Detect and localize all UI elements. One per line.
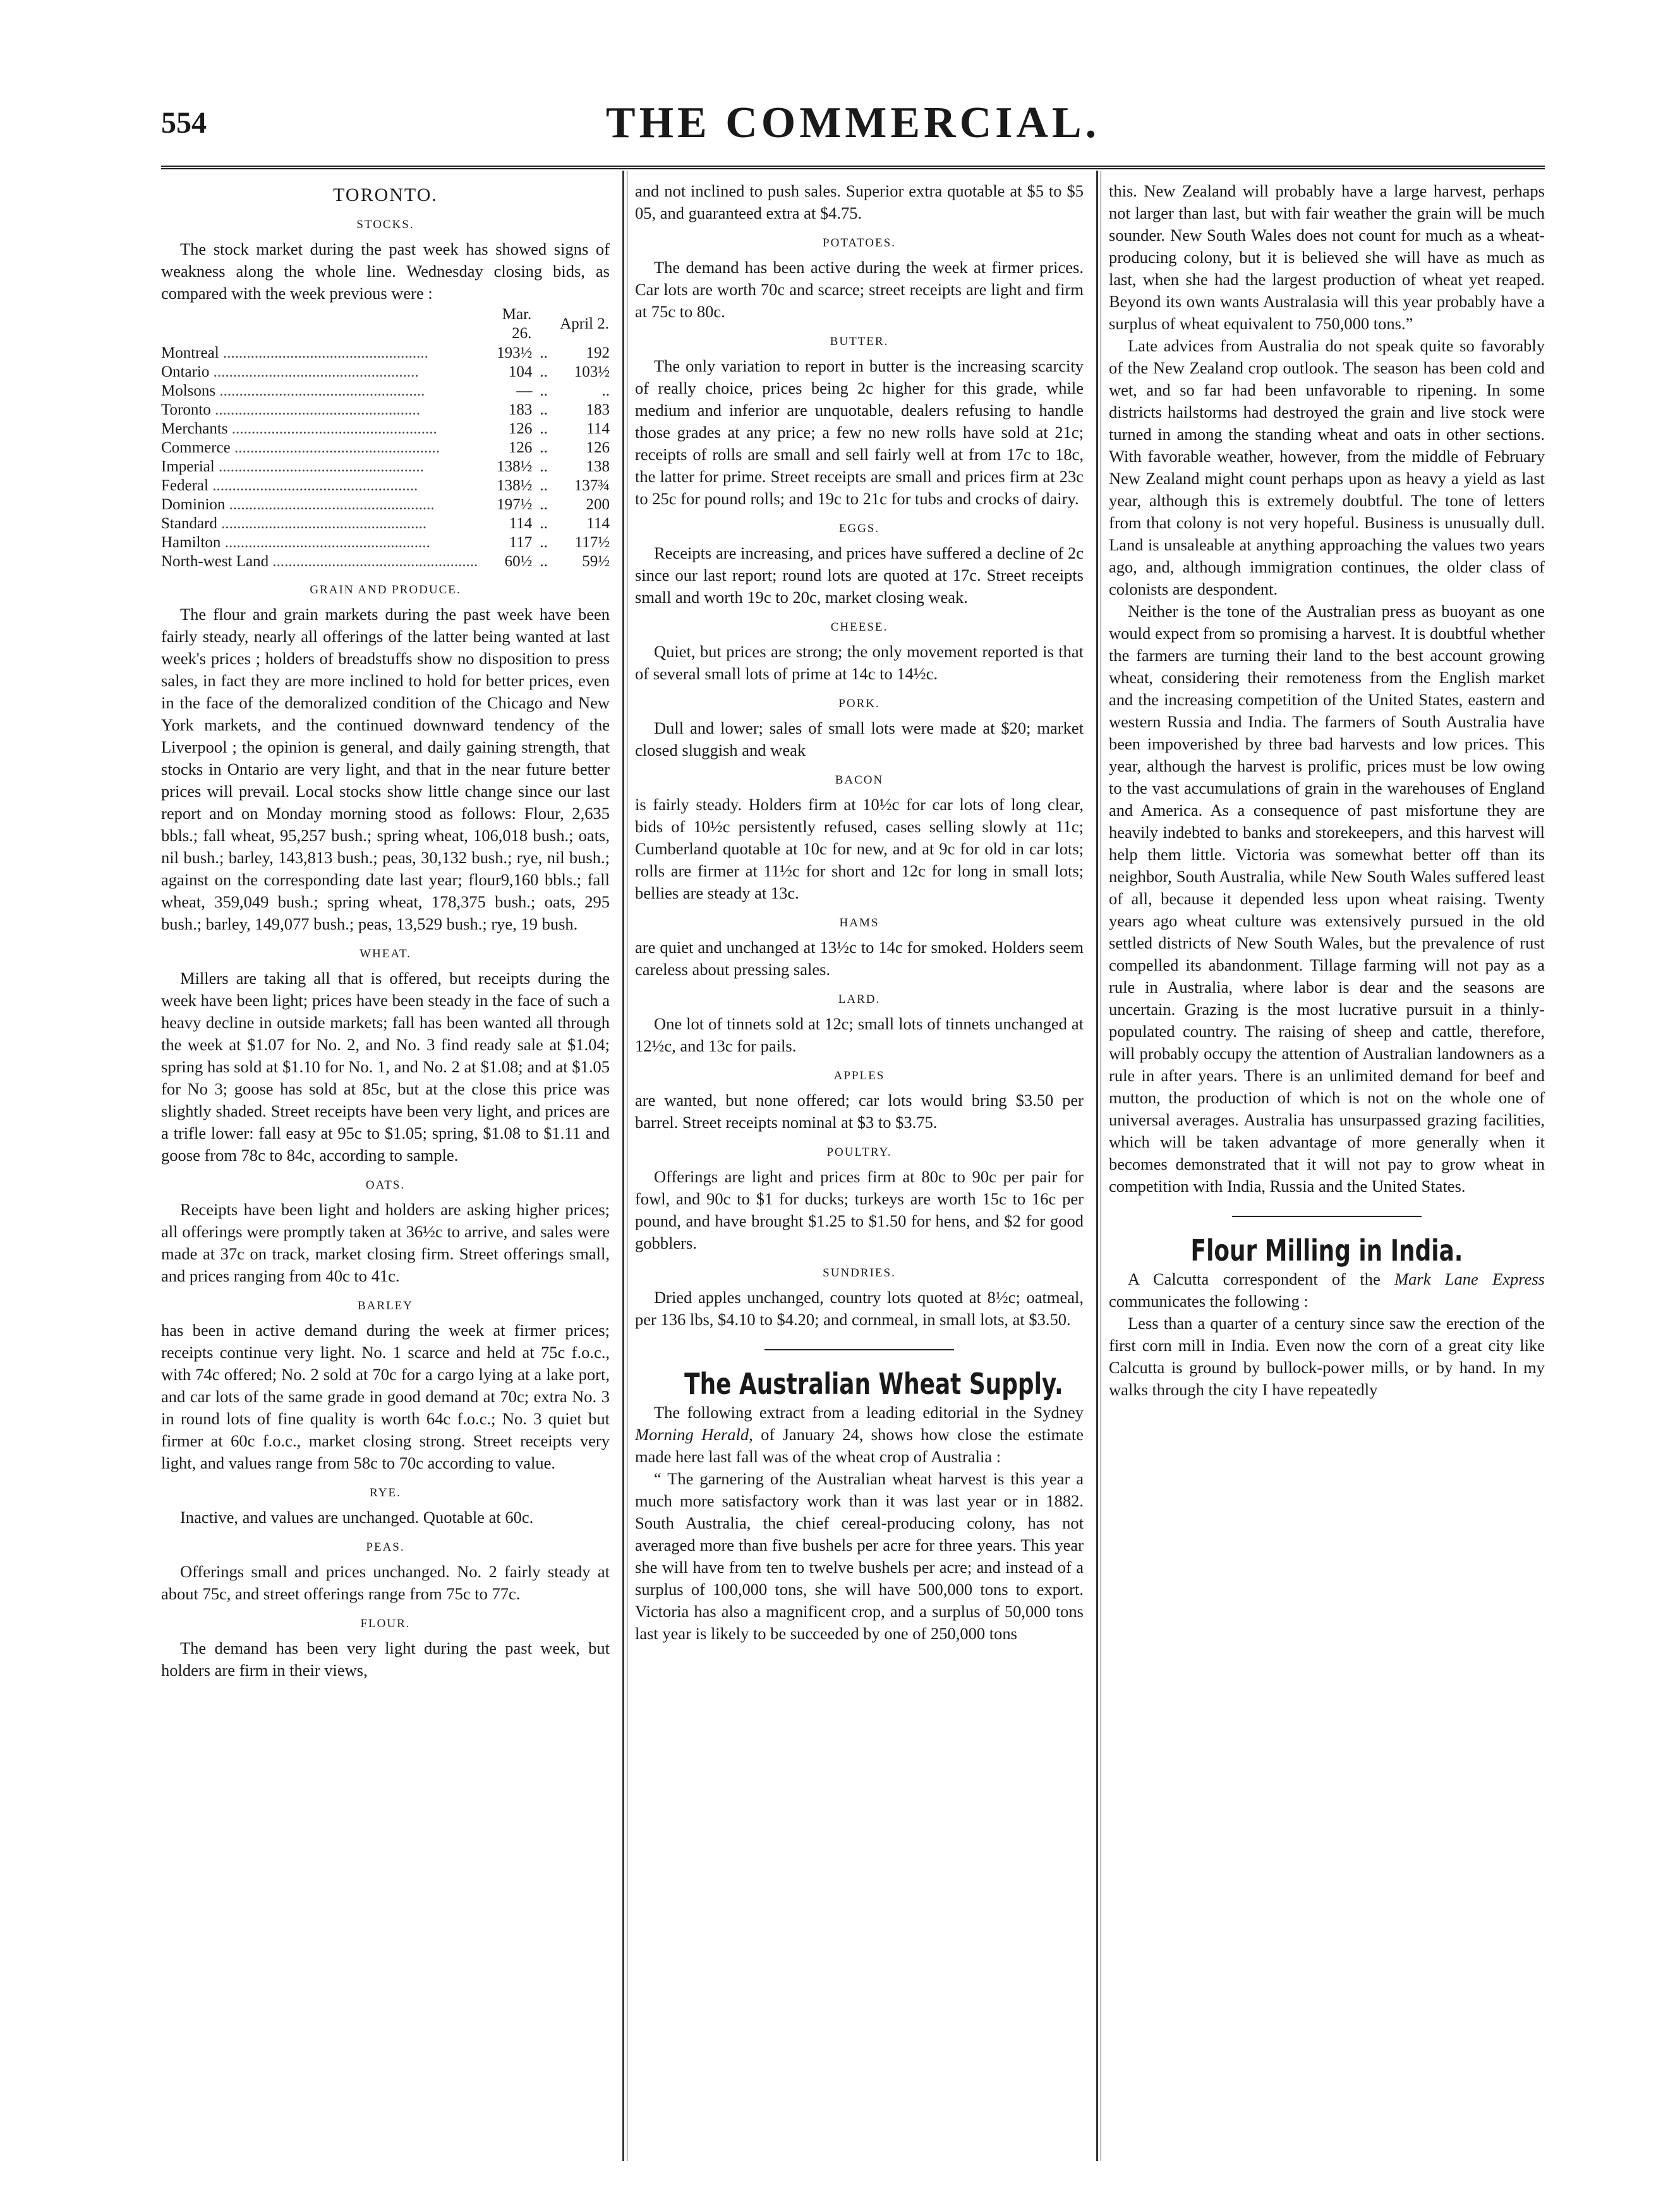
eggs-text: Receipts are increasing, and prices have suffered a decline of 2c since our last report; round lots are quoted at 17c. Street receipts small and worth 19c to 20c, market closing weak. (635, 543, 1084, 607)
stock-name: Federal .................................................... (161, 477, 418, 494)
stock-separator: .. (540, 344, 548, 361)
stock-separator: .. (540, 496, 548, 513)
flour-text-continued: and not inclined to push sales. Superior extra quotable at $5 to $5 05, and guaranteed extra at $4.75. (635, 181, 1084, 222)
intro-text: communicates the following : (1109, 1292, 1308, 1311)
flour-text: The demand has been very light during the past week, but holders are firm in their views, (161, 1639, 610, 1680)
stock-value-april2: 126 (586, 439, 610, 456)
stock-name: Molsons .................................................... (161, 382, 425, 399)
stock-value-april2: 103½ (574, 363, 610, 380)
stock-separator: .. (540, 420, 548, 437)
sundries-text: Dried apples unchanged, country lots quoted at 8½c; oatmeal, per 136 lbs, $4.10 to $4.20; and cornmeal, in small lots, at $3.50. (635, 1288, 1084, 1329)
section-heading-butter: BUTTER. (830, 335, 889, 348)
section-heading-barley: BARLEY (358, 1299, 413, 1312)
quote-continued: this. New Zealand will probably have a large harvest, perhaps not larger than last, but with fair weather the grain will be much sounder. New South Wales does not count for much as a wheat-producing colony, but it is believed she will have as much as last, when she had the largest production of wheat yet reaped. Beyond its own wants Australasia will this year probably have a surplus of wheat equivalent to 750,000 tons.” (1109, 181, 1545, 333)
grain-text: The flour and grain markets during the past week have been fairly steady, nearly all offerings of the latter being wanted at last week's prices ; holders of breadstuffs show no disposition to press sales, in fact they are more inclined to hold for better prices, even in the face of the demoralized condition of the Chicago and New York markets, and the continued downward tendency of the Liverpool ; the opinion is general, and daily gaining strength, that stocks in Ontario are very light, and that in the near future better prices will prevail. Local stocks show little change since our last report and on Monday morning stood as follows: Flour, 2,635 bbls.; fall wheat, 95,257 bush.; spring wheat, 106,018 bush.; oats, nil bush.; barley, 143,813 bush.; peas, 30,132 bush.; rye, nil bush.; against on the corresponding date last year; flour9,160 bbls.; fall wheat, 359,049 bush.; spring wheat, 178,375 bush.; oats, 295 bush.; barley, 149,077 bush.; peas, 13,529 bush.; rye, 19 bush. (161, 605, 610, 933)
stock-name: Montreal .................................................... (161, 344, 428, 361)
stock-value-april2: 137¾ (574, 477, 610, 494)
section-heading-eggs: EGGS. (838, 522, 880, 535)
header-rule (161, 166, 1545, 169)
stock-value-april2: .. (601, 382, 610, 399)
barley-text: has been in active demand during the week at firmer prices; receipts continue very light. No. 1 scarce and held at 75c f.o.c., with 74c offered; No. 2 sold at 70c for a cargo lying at a lake port, and car lots of the same grade in good demand at 70c; extra No. 3 in round lots of fine quality is worth 64c f.o.c.; No. 3 quiet but firmer at 60c f.o.c., market closing strong. Street receipts very light, and values range from 58c to 70c according to value. (161, 1321, 610, 1472)
intro-text: , of January 24, shows how close the estimate made here last fall was of the wheat crop of Australia : (635, 1425, 1084, 1466)
stock-value-mar26: 117 (509, 534, 533, 551)
section-heading-cheese: CHEESE. (830, 621, 888, 634)
section-heading-bacon: BACON (835, 773, 884, 787)
article-title-flour-milling: Flour Milling in India. (1190, 1233, 1463, 1268)
article-paragraph: Neither is the tone of the Australian press as buoyant as one would expect from so promising a harvest. It is doubtful whether the farmers are turning their land to the best account growing wheat, considering their remoteness from the English market and the increasing competition of the United States, eastern and western Russia and India. The farmers of South Australia have been impoverished by three bad harvests and low prices. This year, although the harvest is prolific, prices must be low owing to the vast accumulations of grain in the warehouses of England and America. As a consequence of past misfortune they are heavily indebted to banks and storekeepers, and this harvest will help them little. Victoria was somewhat better off than its neighbor, South Australia, while New South Wales suffered least of all, because it depended less upon wheat raising. Twenty years ago wheat culture was extensively pursued in the old settled districts of New South Wales, but the prevalence of rust compelled its abandonment. Tillage farming will not pay as a rule in Australia, where labor is dear and the seasons are uncertain. Grazing is the most lucrative pursuit in a thinly-populated country. The raising of sheep and cattle, therefore, will probably occupy the attention of Australian landowners as a rule in after years. There is an unlimited demand for beef and mutton, the production of which is not on the whole one of universal averages. Australia has unsurpassed grazing facilities, which will be taken advantage of more generally when it becomes demonstrated that it will not pay to grow wheat in competition with India, Russia and the United States. (1109, 602, 1545, 1196)
stock-value-mar26: 126 (508, 439, 533, 456)
stock-value-mar26: 193½ (497, 344, 533, 361)
stock-row (161, 533, 610, 552)
stock-row (161, 439, 610, 457)
stock-name: Merchants .................................................... (161, 420, 437, 437)
hams-text: are quiet and unchanged at 13½c to 14c for smoked. Holders seem careless about pressing sales. (635, 938, 1084, 979)
stock-row (161, 344, 610, 363)
stock-value-mar26: 60½ (504, 553, 533, 570)
newspaper-name: Morning Herald (635, 1425, 749, 1444)
stock-name: Hamilton .................................................... (161, 534, 430, 551)
section-heading-peas: PEAS. (366, 1541, 405, 1554)
stock-separator: .. (540, 439, 548, 456)
stock-row (161, 495, 610, 514)
stock-value-april2: 192 (586, 344, 610, 361)
article-paragraph: Less than a quarter of a century since saw the erection of the first corn mill in India. Even now the corn of a great city like Calcutta is ground by bullock-power mills, or by hand. In my walks through the city I have repeatedly (1109, 1314, 1545, 1399)
ornamental-divider (1109, 1204, 1545, 1226)
stock-name: Dominion .................................................... (161, 496, 435, 513)
stock-value-april2: 200 (586, 496, 610, 513)
butter-text: The only variation to report in butter is the increasing scarcity of really choice, prices being 2c higher for this grade, while medium and inferior are unquotable, dealers refusing to handle those grades at any price; a few no new rolls have sold at 21c; receipts of rolls are small and sell fairly well at from 17c to 18c, the latter for prime. Street receipts are small and prices firm at 23c to 25c for pound rolls; and 19c to 21c for tubs and crocks of dairy. (635, 356, 1084, 508)
stock-row (161, 401, 610, 420)
stock-value-april2: 114 (586, 420, 610, 437)
section-heading-hams: HAMS (839, 916, 879, 930)
stocks-table-header (161, 305, 610, 344)
column-divider (1096, 171, 1098, 2161)
stock-value-mar26: 138½ (497, 477, 533, 494)
masthead: THE COMMERCIAL. (605, 99, 1101, 147)
section-heading-poultry: POULTRY. (826, 1146, 892, 1159)
section-heading-apples: APPLES (833, 1069, 885, 1082)
stock-name: Toronto .................................................... (161, 401, 421, 418)
section-heading-stocks: STOCKS. (356, 218, 414, 231)
section-heading-rye: RYE. (370, 1486, 401, 1499)
stock-value-mar26: 114 (509, 515, 533, 532)
stock-value-april2: 59½ (582, 553, 610, 570)
stock-value-mar26: 197½ (497, 496, 533, 513)
rye-text: Inactive, and values are unchanged. Quotable at 60c. (180, 1508, 534, 1527)
stock-separator: .. (540, 363, 548, 380)
article-paragraph: Late advices from Australia do not speak quite so favorably of the New Zealand crop outlook. The season has been cold and wet, and so far had been unfavorable to ripening. In some districts hailstorms had destroyed the grain and live stock were turned in among the standing wheat and oats in other sections. With favorable weather, however, from the middle of February New Zealand might count perhaps upon as heavy a yield as last year, although this is extremely doubtful. The tone of letters from that colony is not very hopeful. Business is unusually dull. Land is unsaleable at anything approaching the values two years ago, and, although immigration continues, the older class of colonists are despondent. (1109, 336, 1545, 598)
column-3 (1109, 180, 1545, 1401)
stock-name: Ontario .................................................... (161, 363, 419, 380)
stock-separator: .. (540, 515, 548, 532)
stock-row (161, 514, 610, 533)
stock-name: Commerce .................................................... (161, 439, 440, 456)
column-1 (161, 180, 610, 1681)
stock-value-mar26: — (516, 382, 533, 399)
stock-value-mar26: 183 (508, 401, 533, 418)
section-heading-flour: FLOUR. (360, 1617, 411, 1630)
stock-row (161, 363, 610, 382)
stock-separator: .. (540, 458, 548, 475)
intro-text: The following extract from a leading editorial in the Sydney (654, 1403, 1084, 1422)
pork-text: Dull and lower; sales of small lots were made at $20; market closed sluggish and weak (635, 718, 1084, 760)
poultry-text: Offerings are light and prices firm at 80c to 90c per pair for fowl, and 90c to $1 for ducks; turkeys are worth 15c to 16c per pound, and have brought $1.25 to $1.50 for hens, and $2 for good gobblers. (635, 1167, 1084, 1252)
stock-value-mar26: 138½ (497, 458, 533, 475)
stock-value-april2: 114 (586, 515, 610, 532)
stock-row (161, 420, 610, 439)
ornamental-divider (635, 1337, 1084, 1359)
stock-value-mar26: 104 (508, 363, 533, 380)
section-heading-grain: GRAIN AND PRODUCE. (310, 583, 461, 597)
column-2 (635, 180, 1084, 1645)
article-intro (635, 1402, 1084, 1468)
potatoes-text: The demand has been active during the week at firmer prices. Car lots are worth 70c and scarce; street receipts are light and firm at 75c to 80c. (635, 258, 1084, 321)
section-heading-sundries: SUNDRIES. (823, 1266, 896, 1280)
city-heading: TORONTO. (333, 185, 438, 205)
stock-separator: .. (540, 401, 548, 418)
intro-text: A Calcutta correspondent of the (1128, 1269, 1395, 1288)
stock-name: Imperial .................................................... (161, 458, 424, 475)
section-heading-pork: PORK. (838, 697, 880, 710)
stocks-table (161, 305, 610, 571)
stock-separator: .. (540, 553, 548, 570)
section-heading-potatoes: POTATOES. (823, 236, 896, 250)
stock-value-mar26: 126 (508, 420, 533, 437)
stock-separator: .. (540, 382, 548, 399)
oats-text: Receipts have been light and holders are asking higher prices; all offerings were promptly taken at 36½c to arrive, and sales were made at 37c on track, market closing firm. Street offerings small, and prices ranging from 40c to 41c. (161, 1200, 610, 1285)
stock-name: North-west Land .................................................... (161, 553, 478, 570)
stock-value-april2: 138 (586, 458, 610, 475)
column-header-april2: April 2. (560, 315, 609, 332)
article-quote: “ The garnering of the Australian wheat harvest is this year a much more satisfactory work than it was last year or in 1882. South Australia, the chief cereal-producing colony, has not averaged more than five bushels per acre for three years. This year she will have from ten to twelve bushels per acre; and instead of a surplus of 100,000 tons, she will have 500,000 tons to export. Victoria has also a magnificent crop, and a surplus of 50,000 tons last year is likely to be succeeded by one of 250,000 tons (635, 1469, 1084, 1643)
page-header (161, 98, 1545, 158)
section-heading-oats: OATS. (365, 1178, 406, 1192)
newspaper-name: Mark Lane Express (1394, 1269, 1545, 1288)
stock-row (161, 457, 610, 476)
stock-row (161, 382, 610, 401)
wheat-text: Millers are taking all that is offered, but receipts during the week have been light; prices have been steady in the face of such a heavy decline in outside markets; fall has been wanted all through the week at $1.07 for No. 2, and No. 3 find ready sale at $1.04; spring has sold at $1.10 for No. 1, and No. 2 at $1.08; and at $1.05 for No 3; goose has sold at 85c, but at the close this price was slightly shaded. Street receipts have been very light, and prices are a trifle lower: fall easy at 95c to $1.05; spring, $1.08 to $1.11 and goose from 78c to 84c, according to sample. (161, 969, 610, 1165)
lard-text: One lot of tinnets sold at 12c; small lots of tinnets unchanged at 12½c, and 13c for pails. (635, 1014, 1084, 1055)
column-header-mar26: Mar. 26. (502, 306, 532, 342)
stocks-intro: The stock market during the past week has showed signs of weakness along the whole line. Wednesday closing bids, as compared with the week previous were : (161, 239, 610, 303)
column-divider (622, 171, 624, 2161)
stock-row (161, 476, 610, 495)
stock-name: Standard .................................................... (161, 515, 427, 532)
peas-text: Offerings small and prices unchanged. No. 2 fairly steady at about 75c, and street offerings range from 75c to 77c. (161, 1562, 610, 1603)
stocks-table-body (161, 344, 610, 571)
article-intro (1109, 1268, 1545, 1312)
article-title-australian-wheat: The Australian Wheat Supply. (684, 1367, 1063, 1401)
stock-row (161, 552, 610, 571)
page-number: 554 (161, 106, 207, 140)
stock-separator: .. (540, 477, 548, 494)
stock-separator: .. (540, 534, 548, 551)
stock-value-april2: 183 (586, 401, 610, 418)
bacon-text: is fairly steady. Holders firm at 10½c for car lots of long clear, bids of 10½c persistently refused, cases selling slowly at 11c; Cumberland quotable at 10c for new, and at 9c for old in car lots; rolls are firmer at 11½c for short and 12c for long in small lots; bellies are steady at 13c. (635, 795, 1084, 902)
cheese-text: Quiet, but prices are strong; the only movement reported is that of several small lots of prime at 14c to 14½c. (635, 642, 1084, 683)
section-heading-lard: LARD. (838, 993, 881, 1006)
section-heading-wheat: WHEAT. (360, 947, 411, 960)
apples-text: are wanted, but none offered; car lots would bring $3.50 per barrel. Street receipts nominal at $3 to $3.75. (635, 1091, 1084, 1132)
stock-value-april2: 117½ (574, 534, 610, 551)
